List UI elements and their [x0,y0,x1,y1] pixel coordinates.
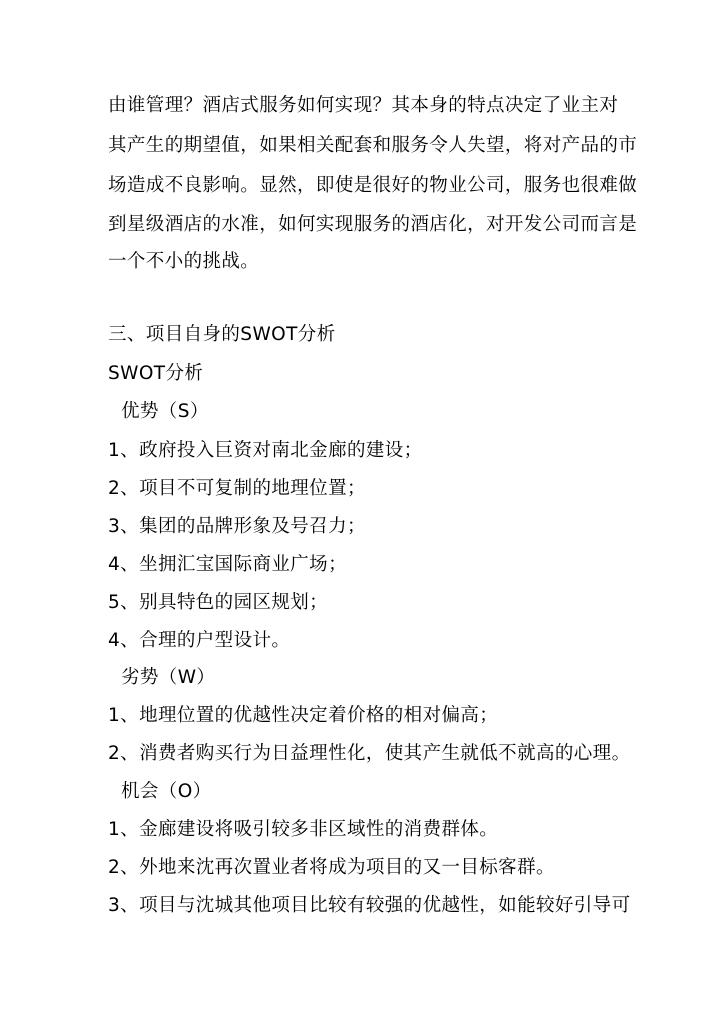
opportunities-heading: 机会（O） [121,781,212,802]
strength-item: 3、集团的品牌形象及号召力； [108,516,366,537]
paragraph-line-1: 由谁管理？酒店式服务如何实现？其本身的特点决定了业主对 [108,95,619,116]
opportunity-item: 3、项目与沈城其他项目比较有较强的优越性，如能较好引导可 [108,895,631,916]
weakness-item: 2、消费者购买行为日益理性化，使其产生就低不就高的心理。 [108,743,631,764]
section-heading: 三、项目自身的SWOT分析 [108,324,336,345]
weaknesses-heading: 劣势（W） [121,667,216,688]
strengths-heading: 优势（S） [121,401,209,422]
strength-item: 1、政府投入巨资对南北金廊的建设； [108,440,423,461]
paragraph-line-2: 其产生的期望值，如果相关配套和服务令人失望，将对产品的市 [108,135,638,156]
weakness-item: 1、地理位置的优越性决定着价格的相对偏高； [108,705,499,726]
strength-item: 5、别具特色的园区规划； [108,592,329,613]
paragraph-line-4: 到星级酒店的水准，如何实现服务的酒店化，对开发公司而言是 [108,214,638,235]
swot-title: SWOT分析 [108,363,204,384]
strength-item: 2、项目不可复制的地理位置； [108,478,366,499]
paragraph-line-3: 场造成不良影响。显然，即使是很好的物业公司，服务也很难做 [108,175,638,196]
paragraph-line-5: 一个不小的挑战。 [108,251,260,272]
strength-item: 4、坐拥汇宝国际商业广场； [108,554,347,575]
strength-item: 4、合理的户型设计。 [108,630,291,651]
opportunity-item: 1、金廊建设将吸引较多非区域性的消费群体。 [108,819,499,840]
opportunity-item: 2、外地来沈再次置业者将成为项目的又一目标客群。 [108,857,555,878]
